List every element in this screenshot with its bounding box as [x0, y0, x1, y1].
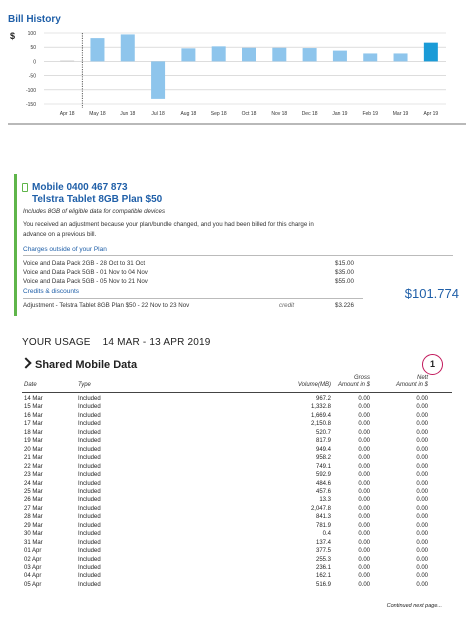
row-type: Included: [78, 421, 101, 428]
row-gross: 0.00: [358, 472, 370, 479]
bar: [333, 51, 347, 62]
row-nett: 0.00: [416, 412, 428, 419]
row-nett: 0.00: [416, 446, 428, 453]
row-nett: 0.00: [416, 488, 428, 495]
row-date: 01 Apr: [24, 548, 42, 555]
x-tick-label: Apr 19: [423, 111, 439, 117]
chevron-right-icon: [20, 357, 31, 368]
row-date: 04 Apr: [24, 573, 42, 580]
col-gross-top: Gross: [353, 375, 370, 381]
shared-mobile-data-heading: [22, 359, 137, 371]
col-nett-top: Nett: [416, 375, 428, 381]
col-gross-bottom: Amount in $: [337, 382, 370, 388]
row-nett: 0.00: [416, 438, 428, 445]
row-gross: 0.00: [358, 463, 370, 470]
row-nett: 0.00: [416, 548, 428, 555]
row-type: Included: [78, 514, 101, 521]
row-volume: 949.4: [315, 446, 331, 453]
row-volume: 781.9: [315, 522, 331, 529]
row-gross: 0.00: [358, 548, 370, 555]
table-row: [0, 548, 474, 556]
row-gross: 0.00: [358, 396, 370, 402]
row-volume: 516.9: [315, 581, 331, 588]
table-row: [0, 514, 474, 522]
x-tick-label: Jun 18: [120, 111, 136, 117]
row-volume: 749.1: [315, 463, 331, 470]
col-date: Date: [24, 382, 37, 388]
row-date: 05 Apr: [24, 581, 42, 588]
credits-discounts-header: Credits & discounts: [23, 288, 79, 295]
bar: [242, 48, 256, 62]
row-nett: 0.00: [416, 463, 428, 470]
row-volume: 377.5: [315, 548, 331, 555]
table-row: [0, 404, 474, 412]
row-gross: 0.00: [358, 514, 370, 521]
x-tick-label: Feb 19: [362, 111, 379, 117]
callout-badge: 1: [422, 354, 443, 375]
row-gross: 0.00: [358, 412, 370, 419]
row-gross: 0.00: [358, 573, 370, 580]
row-nett: 0.00: [416, 514, 428, 521]
currency-symbol: $: [10, 31, 16, 41]
row-gross: 0.00: [358, 531, 370, 538]
x-tick-label: Aug 18: [180, 111, 197, 117]
row-date: 22 Mar: [24, 463, 43, 470]
row-type: Included: [78, 480, 101, 487]
bar: [60, 61, 74, 62]
charge-amount: $15.00: [335, 260, 354, 267]
row-gross: 0.00: [358, 480, 370, 487]
table-row: [0, 413, 474, 421]
row-nett: 0.00: [416, 429, 428, 436]
adjustment-amount: $3.226: [335, 302, 354, 309]
row-type: Included: [78, 429, 101, 436]
table-row: [0, 565, 474, 573]
mobile-phone-icon: [22, 183, 28, 192]
bar: [394, 53, 408, 61]
row-date: 21 Mar: [24, 455, 43, 462]
row-volume: 592.9: [315, 472, 331, 479]
bar: [272, 48, 286, 62]
row-gross: 0.00: [358, 455, 370, 462]
x-tick-label: Apr 18: [59, 111, 75, 117]
charge-label: Voice and Data Pack 2GB - 28 Oct to 31 Oct: [23, 260, 146, 267]
row-volume: 162.1: [315, 573, 331, 580]
row-nett: 0.00: [416, 505, 428, 512]
continued-note: Continued next page...: [386, 603, 442, 609]
table-row: [0, 447, 474, 455]
row-type: Included: [78, 472, 101, 479]
x-tick-label: Sep 18: [210, 111, 227, 117]
row-nett: 0.00: [416, 539, 428, 546]
x-tick-label: May 18: [89, 111, 106, 117]
row-type: Included: [78, 455, 101, 462]
bar: [424, 43, 438, 62]
row-date: 15 Mar: [24, 404, 43, 411]
col-volume: Volume(MB): [297, 382, 331, 388]
x-tick-label: Oct 18: [241, 111, 257, 117]
divider: [23, 255, 453, 256]
charge-amount: $35.00: [335, 269, 354, 276]
row-volume: 2,047.8: [310, 505, 331, 512]
table-row: [0, 430, 474, 438]
row-gross: 0.00: [358, 556, 370, 563]
row-gross: 0.00: [358, 404, 370, 411]
table-row: [0, 438, 474, 446]
charge-amount: $55.00: [335, 278, 354, 285]
row-nett: 0.00: [416, 522, 428, 529]
col-nett-bottom: Amount in $: [395, 382, 428, 388]
charge-label: Voice and Data Pack 5GB - 01 Nov to 04 Nov: [23, 269, 148, 276]
table-row: [0, 582, 474, 590]
row-type: Included: [78, 488, 101, 495]
bar: [212, 46, 226, 61]
row-type: Included: [78, 556, 101, 563]
row-type: Included: [78, 531, 101, 538]
y-tick-label: 0: [33, 59, 36, 66]
row-nett: 0.00: [416, 404, 428, 411]
row-date: 03 Apr: [24, 565, 42, 571]
mobile-total: $101.774: [404, 286, 459, 301]
header-divider: [22, 392, 452, 393]
row-date: 17 Mar: [24, 421, 43, 428]
usage-period-title: YOUR USAGE 14 MAR - 13 APR 2019: [22, 337, 211, 348]
plan-includes: Includes 8GB of eligible data for compatible devices: [23, 208, 166, 215]
row-type: Included: [78, 396, 101, 402]
row-type: Included: [78, 404, 101, 411]
row-gross: 0.00: [358, 446, 370, 453]
row-gross: 0.00: [358, 565, 370, 571]
x-tick-label: Nov 18: [271, 111, 288, 117]
mobile-number: Mobile 0400 467 873: [32, 182, 128, 193]
charge-label: Voice and Data Pack 5GB - 05 Nov to 21 Nov: [23, 278, 148, 285]
row-date: 27 Mar: [24, 505, 43, 512]
row-nett: 0.00: [416, 472, 428, 479]
row-volume: 236.1: [315, 565, 331, 571]
row-volume: 1,332.8: [310, 404, 331, 411]
bar: [181, 48, 195, 61]
row-volume: 967.2: [315, 396, 331, 402]
row-date: 30 Mar: [24, 531, 43, 538]
row-volume: 1,669.4: [310, 412, 331, 419]
bill-history-chart: [0, 0, 474, 130]
row-date: 31 Mar: [24, 539, 43, 546]
row-type: Included: [78, 573, 101, 580]
shared-mobile-data-label: Shared Mobile Data: [35, 359, 138, 371]
row-gross: 0.00: [358, 497, 370, 504]
table-row: [0, 464, 474, 472]
row-date: 25 Mar: [24, 488, 43, 495]
row-date: 19 Mar: [24, 438, 43, 445]
bar: [363, 53, 377, 61]
row-gross: 0.00: [358, 539, 370, 546]
row-gross: 0.00: [358, 421, 370, 428]
bar: [303, 48, 317, 61]
row-volume: 255.3: [315, 556, 331, 563]
y-tick-label: 100: [27, 31, 36, 37]
row-gross: 0.00: [358, 505, 370, 512]
charges-outside-header: Charges outside of your Plan: [23, 246, 107, 253]
row-nett: 0.00: [416, 455, 428, 462]
row-nett: 0.00: [416, 573, 428, 580]
row-gross: 0.00: [358, 488, 370, 495]
divider: [23, 298, 363, 299]
row-date: 24 Mar: [24, 480, 43, 487]
row-volume: 137.4: [315, 539, 331, 546]
row-date: 18 Mar: [24, 429, 43, 436]
table-row: [0, 540, 474, 548]
row-type: Included: [78, 497, 101, 504]
row-nett: 0.00: [416, 396, 428, 402]
row-date: 29 Mar: [24, 522, 43, 529]
row-date: 23 Mar: [24, 472, 43, 479]
row-type: Included: [78, 505, 101, 512]
row-volume: 13.3: [319, 497, 331, 504]
adjustment-label: Adjustment - Telstra Tablet 8GB Plan $50 - 22 Nov to 23 Nov: [23, 302, 190, 309]
table-row: [0, 497, 474, 505]
mobile-service-box: [14, 174, 459, 316]
row-volume: 520.7: [315, 429, 331, 436]
y-tick-label: 50: [30, 45, 36, 52]
y-tick-label: -150: [25, 102, 36, 108]
row-type: Included: [78, 565, 101, 571]
row-nett: 0.00: [416, 480, 428, 487]
table-row: [0, 421, 474, 429]
row-gross: 0.00: [358, 438, 370, 445]
x-tick-label: Jan 19: [332, 111, 348, 117]
row-nett: 0.00: [416, 565, 428, 571]
x-tick-label: Mar 19: [392, 111, 409, 117]
row-volume: 457.6: [315, 488, 331, 495]
row-gross: 0.00: [358, 581, 370, 588]
row-nett: 0.00: [416, 556, 428, 563]
row-type: Included: [78, 522, 101, 529]
bill-history-title: Bill History: [8, 14, 61, 25]
table-row: [0, 573, 474, 581]
bar: [90, 38, 104, 61]
credit-tag: credit: [279, 302, 295, 309]
table-row: [0, 557, 474, 565]
row-type: Included: [78, 581, 101, 588]
table-row: [0, 506, 474, 514]
adjustment-note: You received an adjustment because your plan/bundle changed, and you had been billed for this charge in advance on a previous bill.: [23, 221, 314, 238]
row-type: Included: [78, 548, 101, 555]
row-date: 28 Mar: [24, 514, 43, 521]
table-row: [0, 523, 474, 531]
bar: [151, 61, 165, 98]
row-volume: 841.3: [315, 514, 331, 521]
row-volume: 484.6: [315, 480, 331, 487]
table-row: [0, 472, 474, 480]
row-volume: 2,150.8: [310, 421, 331, 428]
plan-name: Telstra Tablet 8GB Plan $50: [32, 194, 163, 205]
row-gross: 0.00: [358, 522, 370, 529]
row-nett: 0.00: [416, 497, 428, 504]
row-date: 20 Mar: [24, 446, 43, 453]
row-type: Included: [78, 438, 101, 445]
row-type: Included: [78, 446, 101, 453]
row-type: Included: [78, 463, 101, 470]
bar: [121, 34, 135, 61]
y-tick-label: -100: [25, 87, 36, 94]
row-type: Included: [78, 539, 101, 546]
y-tick-label: -50: [28, 73, 36, 80]
row-gross: 0.00: [358, 429, 370, 436]
row-nett: 0.00: [416, 421, 428, 428]
row-volume: 817.9: [315, 438, 331, 445]
row-date: 14 Mar: [24, 396, 43, 402]
table-row: [0, 531, 474, 539]
row-date: 16 Mar: [24, 412, 43, 419]
table-row: [0, 481, 474, 489]
row-volume: 0.4: [322, 531, 331, 538]
table-row: [0, 396, 474, 404]
row-volume: 958.2: [315, 455, 331, 462]
row-nett: 0.00: [416, 531, 428, 538]
x-tick-label: Jul 18: [151, 111, 165, 117]
table-row: [0, 489, 474, 497]
x-tick-label: Dec 18: [301, 111, 318, 117]
table-row: [0, 455, 474, 463]
row-nett: 0.00: [416, 581, 428, 588]
row-type: Included: [78, 412, 101, 419]
row-date: 02 Apr: [24, 556, 42, 563]
col-type: Type: [78, 382, 91, 388]
row-date: 26 Mar: [24, 497, 43, 504]
